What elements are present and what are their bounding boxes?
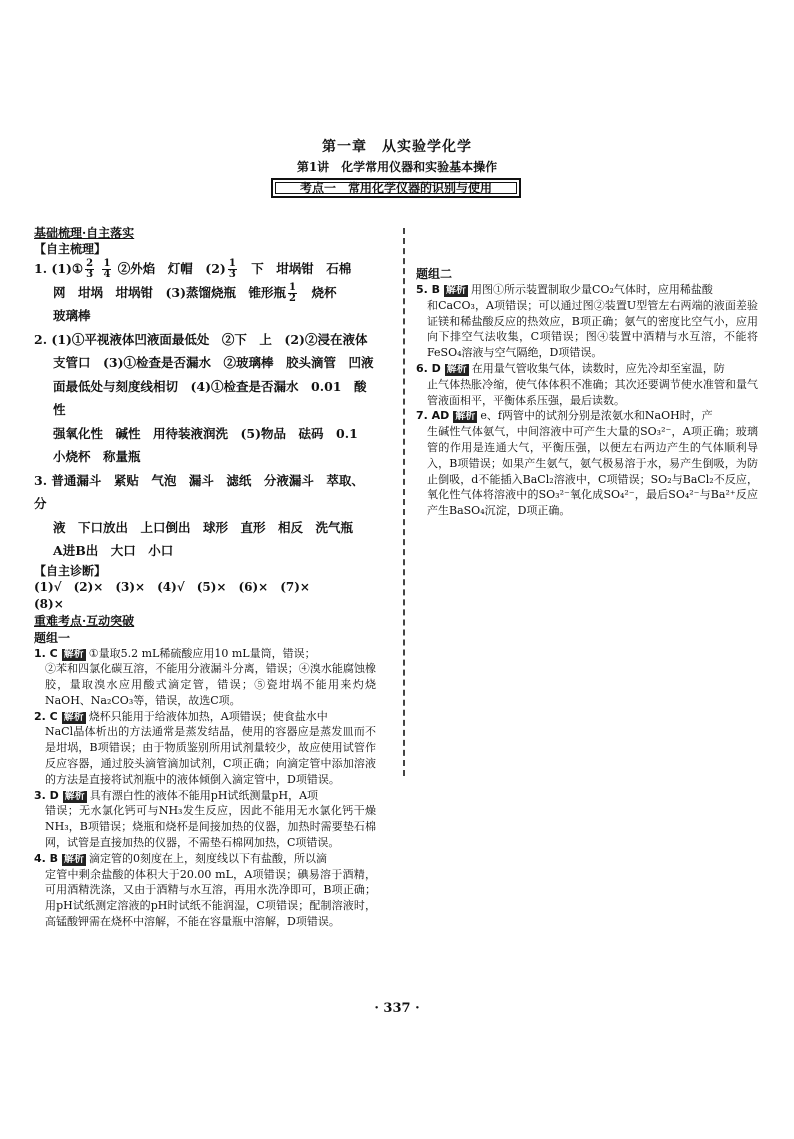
section-title-key-points: 重难考点·互动突破 [34, 613, 135, 628]
sub-heading-self-review: 【自主梳理】 [34, 242, 107, 256]
fill-line: 3. 普通漏斗 紧贴 气泡 漏斗 滤纸 分液漏斗 萃取、分 [34, 472, 364, 511]
fraction: $\frac{1}{4}$ [103, 258, 111, 280]
left-column [34, 225, 376, 930]
fill-line: 1. (1)① $\frac{2}{3}$ $\frac{1}{4}$ ②外焰 灯帽 (2) $\frac{1}{3}$ 下 坩埚钳 石棉 [34, 258, 352, 280]
fill-line: 支管口 (3)①检查是否漏水 ②玻璃棒 胶头滴管 凹液 [53, 355, 374, 370]
question-5: 5. B 解析 用图①所示装置制取少量CO₂气体时，应用稀盐酸 和CaCO₃，A项错误；可以通过图②装置U型管左右两端的液面差验证镁和稀盐酸反应的热效应，B项正确；氨气的密度比空气小，应用向下排空气法收集，C项错误；图④装置中酒精与水互溶，不能将FeSO₄溶液与空气隔绝，D项错误。 [416, 283, 758, 360]
analysis-tag: 解析 [455, 411, 476, 423]
analysis-tag: 解析 [446, 285, 467, 296]
fraction: $\frac{1}{2}$ [289, 281, 296, 304]
question-4: 4. B 解析 滴定管的0刻度在上，刻度线以下有盐酸，所以滴 定管中剩余盐酸的体积大于20.00 mL，A项错误；碘易溶于酒精，可用酒精洗涤，又由于酒精与水互溶，再用水洗净即可，B项正确；用pH试纸测定溶液的pH时试纸不能润湿，C项错误；配制溶液时，高锰酸钾需在烧杯中溶解，不能在容量瓶中溶解，D项错误。 [34, 851, 376, 929]
fill-line: 强氧化性 碱性 用待装液润洗 (5)物品 砝码 0.1 [53, 425, 358, 441]
fill-line: 网 坩埚 坩埚钳 (3)蒸馏烧瓶 锥形瓶 $\frac{1}{2}$ 烧杯 [53, 281, 337, 304]
fill-line: 面最低处与刻度线相切 (4)①检查是否漏水 0.01 酸性 [53, 378, 367, 417]
fraction: $\frac{2}{3}$ [86, 258, 94, 280]
fraction: $\frac{1}{3}$ [228, 258, 236, 280]
group-heading: 题组二 [416, 267, 453, 281]
right-column [416, 265, 758, 519]
question-3: 3. D 解析 具有漂白性的液体不能用pH试纸测量pH，A项 错误；无水氯化钙可与NH₃发生反应，因此不能用无水氯化钙干燥NH₃，B项错误；烧瓶和烧杯是间接加热的仪器，加热时需要垫石棉网，试管是直接加热的仪器，不需垫石棉网加热，C项错误。 [34, 788, 376, 850]
analysis-tag: 解析 [64, 853, 85, 865]
column-divider [403, 228, 405, 776]
page-number: · 337 · [374, 1001, 420, 1016]
analysis-tag: 解析 [63, 711, 84, 723]
analysis-tag: 解析 [446, 363, 467, 375]
group-heading: 题组一 [34, 630, 71, 645]
fill-line: 2. (1)①平视液体凹液面最低处 ②下 上 (2)②浸在液体 [34, 331, 368, 347]
question-7: 7. AD 解析 e、f两管中的试剂分别是浓氨水和NaOH时，产 生碱性气体氨气，中间溶液中可产生大量的SO₃²⁻，A项正确；玻璃管的作用是连通大气，平衡压强，以便左右两边产生的气体顺利导入，B项错误；如果产生氨气，氨气极易溶于水，易产生倒吸，为防止倒吸，d不能插入BaCl₂溶液中，C项错误；SO₂与BaCl₂不反应，氧化性气体将溶液中的SO₃²⁻氧化成SO₄²⁻，最后SO₄²⁻与Ba²⁺反应产生BaSO₄沉淀，D项正确。 [416, 409, 758, 518]
question-1: 1. C 解析 ①量取5.2 mL稀硫酸应用10 mL量筒，错误； ②苯和四氯化碳互溶，不能用分液漏斗分离，错误；④溴水能腐蚀橡胶，量取溴水应用酸式滴定管，错误；⑤瓷坩埚不能用来灼烧NaOH、Na₂CO₃等，错误，故选C项。 [34, 646, 376, 707]
analysis-tag: 解析 [64, 790, 85, 802]
analysis-tag: 解析 [63, 648, 84, 660]
diagnosis-line: (1)√ (2)× (3)× (4)√ (5)× (6)× (7)× [34, 579, 310, 594]
fill-line: 玻璃棒 [53, 308, 91, 323]
section-title-basics: 基础梳理·自主落实 [34, 226, 135, 240]
fill-answers [34, 257, 376, 563]
question-6: 6. D 解析 在用量气管收集气体，读数时，应先冷却至室温，防 止气体热胀冷缩，使气体体积不准确；其次还要调节使水准管和量气管液面相平，平衡体系压强，最后读数。 [416, 361, 758, 407]
chapter-title: 第一章 从实验学化学 [322, 139, 472, 155]
fill-line: 液 下口放出 上口倒出 球形 直形 相反 洗气瓶 [53, 519, 354, 535]
fill-line: 小烧杯 称量瓶 [53, 449, 141, 464]
topic-box: 考点一 常用化学仪器的识别与使用 [271, 178, 521, 198]
fill-line: A进B出 大口 小口 [53, 543, 174, 558]
question-2: 2. C 解析 烧杯只能用于给液体加热，A项错误；使食盐水中 NaCl晶体析出的方法通常是蒸发结晶，使用的容器应是蒸发皿而不是坩埚，B项错误；由于物质鉴别所用试剂量较少，故应使用试管作反应容器，通过胶头滴管滴加试剂，C项正确；向滴定管中添加溶液的方法是直接将试剂瓶中的液体倾倒入滴定管中，D项错误。 [34, 709, 376, 786]
lecture-title: 第1讲 化学常用仪器和实验基本操作 [296, 160, 498, 174]
sub-heading-self-diagnosis: 【自主诊断】 [34, 563, 107, 578]
diagnosis-line: (8)× [34, 596, 64, 611]
